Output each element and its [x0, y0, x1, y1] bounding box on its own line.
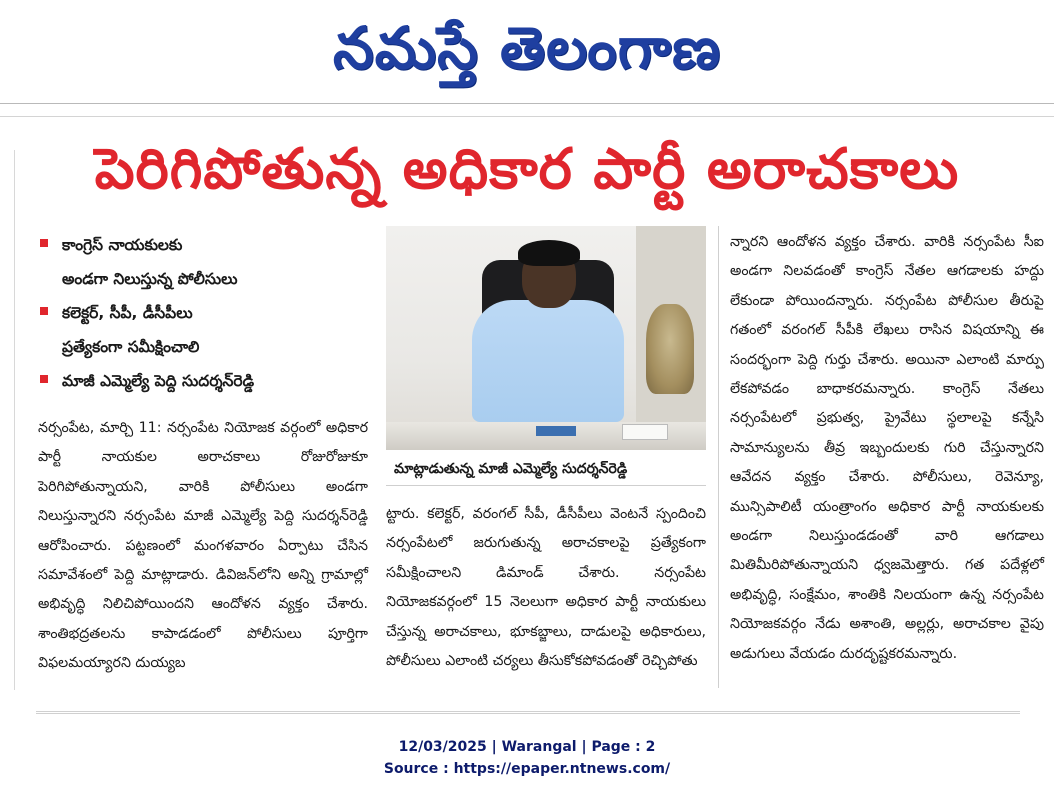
article-paragraph: న్నారని ఆందోళన వ్యక్తం చేశారు. వారికి నర్సంపేట సీఐ అండగా నిలవడంతో కాంగ్రెస్ నేతల ఆగడాలకు హద్దు లేకుండా పోయిందన్నారు. నర్సంపేట పోలీసుల తీరుపై గతంలో వరంగల్ సీపీకి లేఖలు రాసిన విషయాన్ని ఈ సందర్భంగా పెద్ది గుర్తు చేశారు. అయినా ఎలాంటి మార్పు లేకపోవడం బాధాకరమన్నారు. కాంగ్రెస్ నేతలు నర్సంపేటలో ప్రభుత్వ, ప్రైవేటు స్థలాలపై కన్నేసి సామాన్యులను తీవ్ర ఇబ్బందులకు గురి చేస్తున్నారని ఆవేదన వ్యక్తం చేశారు. పోలీసులు, రెవెన్యూ, మున్సిపాలిటీ యంత్రాంగం అధికార పార్టీ నాయకులకు అండగా నిలుస్తుండడంతో వారి ఆగడాలు మితిమీరిపోతున్నాయని ధ్వజమెత్తారు. గత పదేళ్లలో అభివృద్ధి, సంక్షేమం, శాంతికి నిలయంగా ఉన్న నర్సంపేట నియోజకవర్గం నేడు అశాంతి, అల్లర్లు, అరాచకాల వైపు అడుగులు వేయడం దురదృష్టకరమన్నారు. — [730, 234, 1044, 662]
photo-statue — [646, 304, 694, 394]
article-photo — [386, 226, 706, 450]
column-divider — [718, 226, 719, 688]
bullet-line: మాజీ ఎమ్మెల్యే పెద్ది సుదర్శన్‌రెడ్డి — [62, 372, 255, 390]
bullet-item — [38, 364, 378, 398]
photo-person-body — [472, 300, 624, 422]
newspaper-logo: నమస్తే తెలంగాణ — [333, 14, 721, 82]
photo-caption: మాట్లాడుతున్న మాజీ ఎమ్మెల్యే సుదర్శన్‌రెడ్డి — [386, 452, 706, 486]
footer-date-page: 12/03/2025 | Warangal | Page : 2 — [398, 739, 656, 755]
bullet-square-icon — [40, 239, 48, 247]
article-column-2 — [386, 500, 706, 676]
bullet-item — [38, 228, 378, 296]
page-edge-rule — [14, 150, 15, 690]
bullet-square-icon — [40, 375, 48, 383]
article-headline: పెరిగిపోతున్న అధికార పార్టీ అరాచకాలు — [94, 137, 960, 202]
masthead — [0, 0, 1054, 100]
masthead-divider-secondary — [0, 116, 1054, 117]
footer-source-link[interactable]: Source : https://epaper.ntnews.com/ — [383, 761, 671, 777]
article-column-1 — [38, 414, 368, 679]
article-column-3 — [730, 228, 1044, 669]
bullet-line: కలెక్టర్, సీపీ, డీసీపీలు — [62, 304, 193, 322]
masthead-divider — [0, 103, 1054, 104]
photo-person-hair — [518, 240, 580, 266]
bullet-line: అండగా నిలుస్తున్న పోలీసులు — [62, 270, 238, 288]
subheadline-bullets — [38, 228, 378, 398]
article-paragraph: నర్సంపేట, మార్చి 11: నర్సంపేట నియోజక వర్గంలో అధికార పార్టీ నాయకుల అరాచకాలు రోజురోజుకూ పెరిగిపోతున్నాయని, వారికి పోలీసులు అండగా నిలుస్తున్నారని నర్సంపేట మాజీ ఎమ్మెల్యే పెద్ది సుదర్శన్‌రెడ్డి ఆరోపించారు. పట్టణంలో మంగళవారం ఏర్పాటు చేసిన సమావేశంలో పెద్ది మాట్లాడారు. డివిజన్‌లోని అన్ని గ్రామాల్లో అభివృద్ధి నిలిచిపోయిందని ఆందోళన వ్యక్తం చేశారు. శాంతిభద్రతలను కాపాడడంలో పోలీసులు పూర్తిగా విఫలమయ్యారని దుయ్యబ — [38, 420, 368, 672]
bullet-line: కాంగ్రెస్ నాయకులకు — [62, 236, 183, 254]
page-bottom-rule — [36, 711, 1020, 714]
source-footer — [0, 736, 1054, 780]
article-paragraph: ట్టారు. కలెక్టర్, వరంగల్ సీపీ, డీసీపీలు వెంటనే స్పందించి నర్సంపేటలో జరుగుతున్న అరాచకాలపై ప్రత్యేకంగా సమీక్షించాలని డిమాండ్ చేశారు. నర్సంపేట నియోజకవర్గంలో 15 నెలలుగా అధికార పార్టీ నాయకులు చేస్తున్న అరాచకాలు, భూకబ్జాలు, దాడులపై అధికారులు, పోలీసులు ఎలాంటి చర్యలు తీసుకోకపోవడంతో రెచ్చిపోతు — [386, 506, 706, 670]
photo-desk-papers — [622, 424, 668, 440]
bullet-item — [38, 296, 378, 364]
bullet-square-icon — [40, 307, 48, 315]
bullet-line: ప్రత్యేకంగా సమీక్షించాలి — [62, 338, 200, 356]
photo-desk-item — [536, 426, 576, 436]
